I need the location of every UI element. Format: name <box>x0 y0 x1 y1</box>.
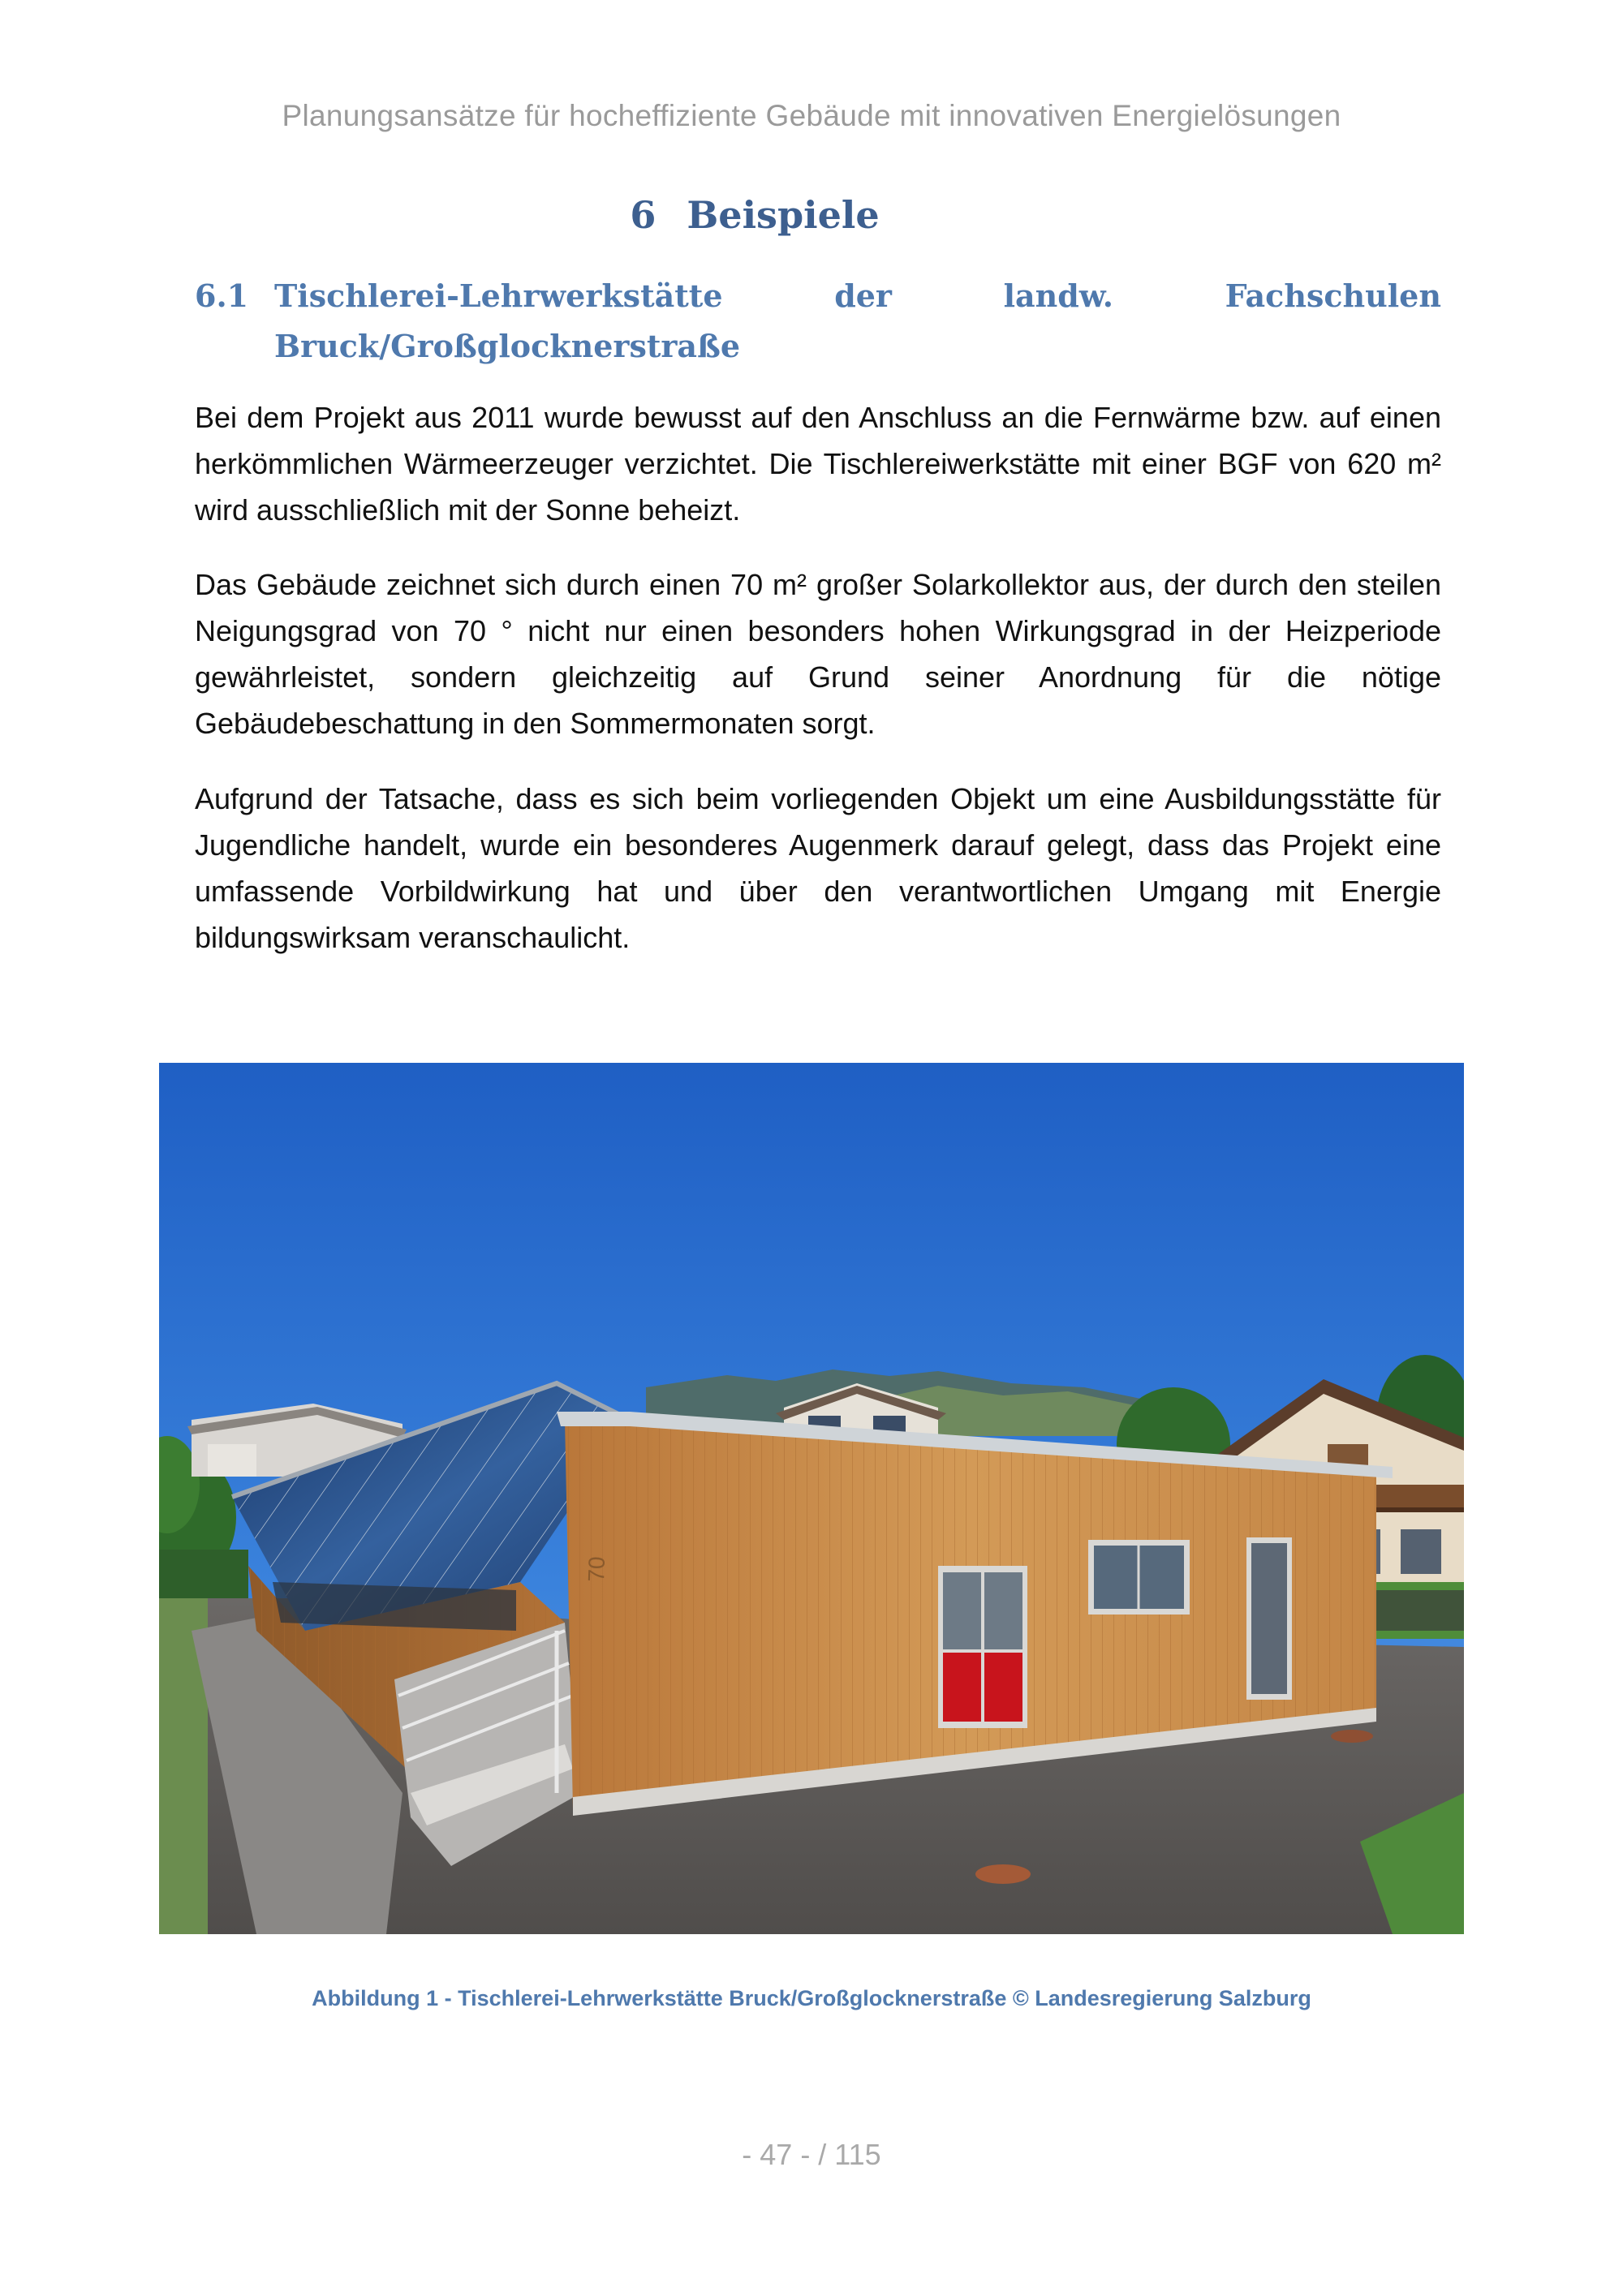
section-number: 6.1 <box>195 277 249 314</box>
wall-number: 70 <box>583 1555 610 1583</box>
side-door <box>1246 1537 1292 1700</box>
body-paragraph: Aufgrund der Tatsache, dass es sich beim vorliegenden Objekt um eine Ausbildungsstätte für Jugendliche handelt, wurde ein besonderes Augenmerk darauf gelegt, dass das Projekt eine umfassende Vorbildwirkung hat und über den verantwortlichen Umgang mit Energie bildungswirksam veranschaulicht. <box>195 782 1441 954</box>
chapter-title: Beispiele <box>687 193 880 237</box>
section-title-word: der <box>834 277 892 314</box>
chapter-heading <box>0 193 1509 237</box>
section-title-line1 <box>274 271 1441 321</box>
chapter-number: 6 <box>630 193 657 237</box>
window-right <box>1088 1540 1190 1615</box>
red-door <box>938 1566 1027 1728</box>
building-photo <box>159 1063 1464 1934</box>
page-number: - 47 - / 115 <box>742 2138 881 2171</box>
body-paragraph: Bei dem Projekt aus 2011 wurde bewusst auf den Anschluss an die Fernwärme bzw. auf einen herkömmlichen Wärmeerzeuger verzichtet. Die Tischlereiwerkstätte mit einer BGF von 620 m² wird ausschließlich mit der Sonne beheizt. <box>195 401 1441 527</box>
body-paragraph: Das Gebäude zeichnet sich durch einen 70 m² großer Solarkollektor aus, der durch den steilen Neigungsgrad von 70 ° nicht nur einen besonders hohen Wirkungsgrad in der Heizperiode gewährleistet, sondern gleichzeitig auf Grund seiner Anordnung für die nötige Gebäudebeschattung in den Sommermonaten sorgt. <box>195 568 1441 740</box>
section-title-word: Tischlerei-Lehrwerkstätte <box>274 277 723 314</box>
running-header: Planungsansätze für hocheffiziente Gebäude mit innovativen Energielösungen <box>282 99 1341 132</box>
manhole <box>975 1864 1031 1884</box>
section-title-word: Fachschulen <box>1225 277 1441 314</box>
section-title-line2: Bruck/Großglocknerstraße <box>274 328 741 364</box>
section-title-word: landw. <box>1003 277 1113 314</box>
figure-caption: Abbildung 1 - Tischlerei-Lehrwerkstätte Bruck/Großglocknerstraße © Landesregierung Salzburg <box>312 1986 1311 2010</box>
